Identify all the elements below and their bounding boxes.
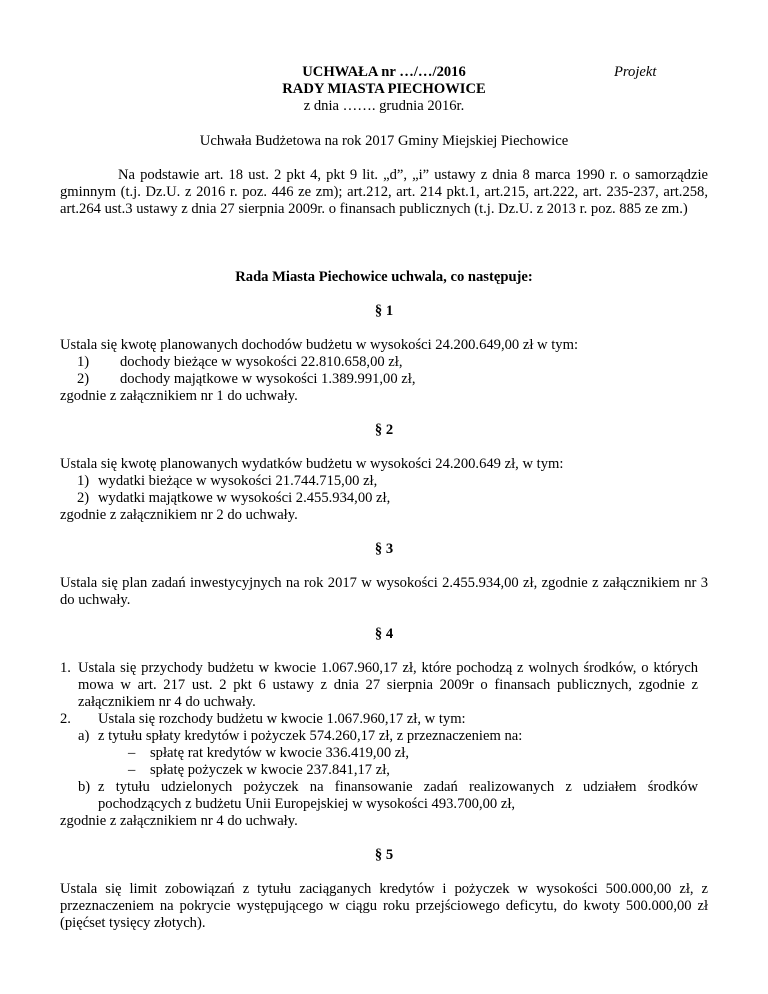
- resolution-subject: Uchwała Budżetowa na rok 2017 Gminy Miejskiej Piechowice: [199, 133, 569, 149]
- section-1-closing: zgodnie z załącznikiem nr 1 do uchwały.: [60, 388, 298, 404]
- section-4-point-2-text: Ustala się rozchody budżetu w kwocie 1.067.960,17 zł, w tym:: [98, 711, 466, 727]
- section-4-sub-b-text: z tytułu udzielonych pożyczek na finansowanie zadań realizowanych z udziałem środków pochodzących z budżetu Unii Europejskiej w wysokości 493.700,00 zł,: [98, 779, 698, 812]
- section-4-point-1-num: 1.: [60, 660, 71, 676]
- section-4-sub-a-text: z tytułu spłaty kredytów i pożyczek 574.260,17 zł, z przeznaczeniem na:: [98, 728, 523, 744]
- section-1-item-text: dochody bieżące w wysokości 22.810.658,00 zł,: [120, 354, 403, 370]
- section-4-sub-b-num: b): [78, 779, 91, 795]
- section-1-item-num: 1): [77, 354, 90, 370]
- section-2-item-num: 2): [77, 490, 90, 506]
- section-4-closing: zgodnie z załącznikiem nr 4 do uchwały.: [60, 813, 298, 829]
- section-1-item-text: dochody majątkowe w wysokości 1.389.991,00 zł,: [120, 371, 416, 387]
- resolution-intro: Rada Miasta Piechowice uchwala, co następuje:: [235, 269, 533, 285]
- section-3-heading: § 3: [374, 541, 394, 557]
- section-3-text: Ustala się plan zadań inwestycyjnych na rok 2017 w wysokości 2.455.934,00 zł, zgodnie z załącznikiem nr 3 do uchwały.: [60, 575, 708, 608]
- council-name: RADY MIASTA PIECHOWICE: [282, 81, 486, 97]
- section-4-point-1-text: Ustala się przychody budżetu w kwocie 1.067.960,17 zł, które pochodzą z wolnych środków, o których mowa w art. 217 ust. 2 pkt 6 ustawy z dnia 27 sierpnia 2009r o finansach publicznych, zgodnie z załącznikiem nr 4 do uchwały.: [78, 660, 698, 710]
- section-2-heading: § 2: [374, 422, 394, 438]
- section-2-item-text: wydatki bieżące w wysokości 21.744.715,00 zł,: [98, 473, 378, 489]
- section-4-heading: § 4: [374, 626, 394, 642]
- resolution-date: z dnia ……. grudnia 2016r.: [303, 98, 465, 114]
- project-label: Projekt: [614, 64, 657, 80]
- legal-basis-paragraph: Na podstawie art. 18 ust. 2 pkt 4, pkt 9 lit. „d”, „i” ustawy z dnia 8 marca 1990 r. o samorządzie gminnym (t.j. Dz.U. z 2016 r. poz. 446 ze zm); art.212, art. 214 pkt.1, art.215, art.222, art. 235-237, art.258, art.264 ust.3 ustawy z dnia 27 sierpnia 2009r. o finansach publicznych (t.j. Dz.U. z 2013 r. poz. 885 ze zm.): [60, 167, 708, 217]
- section-2-item-num: 1): [77, 473, 90, 489]
- section-4-dash-item: spłatę pożyczek w kwocie 237.841,17 zł,: [150, 762, 390, 778]
- resolution-number: UCHWAŁA nr …/…/2016: [302, 64, 466, 80]
- section-2-closing: zgodnie z załącznikiem nr 2 do uchwały.: [60, 507, 298, 523]
- section-4-point-2-num: 2.: [60, 711, 71, 727]
- section-2-item-text: wydatki majątkowe w wysokości 2.455.934,00 zł,: [98, 490, 391, 506]
- section-1-item-num: 2): [77, 371, 90, 387]
- section-5-heading: § 5: [374, 847, 394, 863]
- section-1-heading: § 1: [374, 303, 394, 319]
- section-5-text: Ustala się limit zobowiązań z tytułu zaciąganych kredytów i pożyczek w wysokości 500.000,00 zł, z przeznaczeniem na pokrycie występującego w ciągu roku przejściowego deficytu, do kwoty 500.000,00 zł (pięćset tysięcy złotych).: [60, 881, 708, 931]
- section-1-intro: Ustala się kwotę planowanych dochodów budżetu w wysokości 24.200.649,00 zł w tym:: [60, 337, 578, 353]
- dash-bullet: –: [128, 745, 136, 761]
- section-2-intro: Ustala się kwotę planowanych wydatków budżetu w wysokości 24.200.649 zł, w tym:: [60, 456, 564, 472]
- dash-bullet: –: [128, 762, 136, 778]
- section-4-dash-item: spłatę rat kredytów w kwocie 336.419,00 zł,: [150, 745, 409, 761]
- section-4-sub-a-num: a): [78, 728, 90, 744]
